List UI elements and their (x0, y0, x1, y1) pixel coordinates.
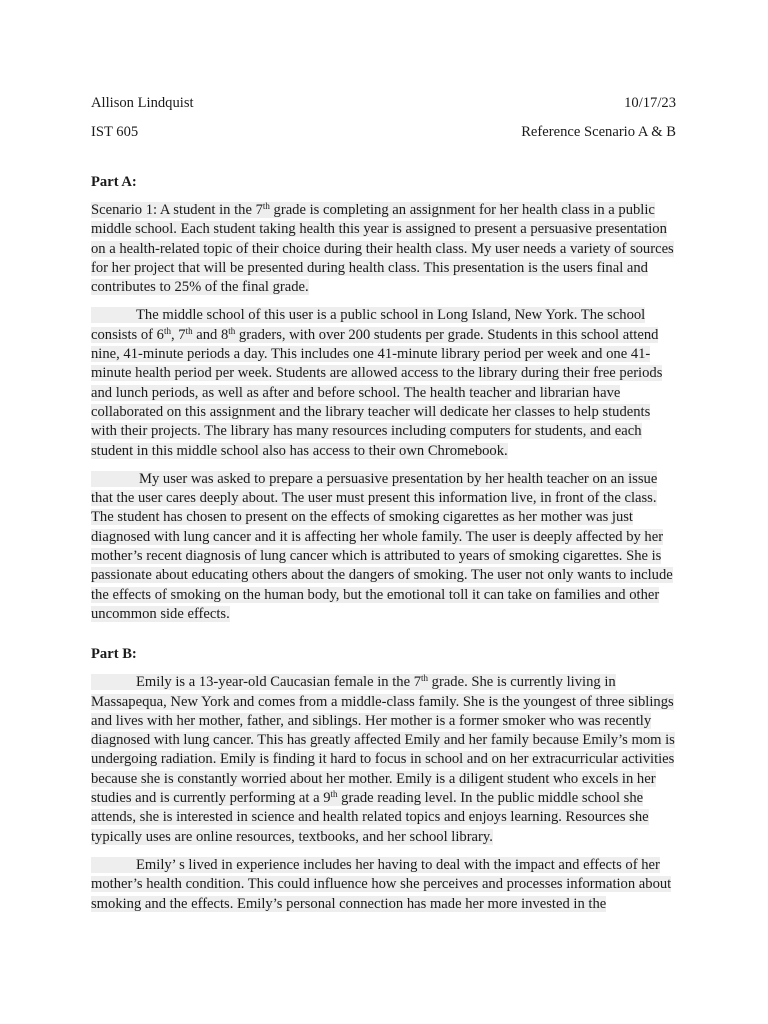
text-run: , 7 (170, 326, 186, 343)
text-run: Emily’ s lived in experience includes her having to deal with the impact and effects of her mother’s health condition. This could influence how she perceives and processes information about smoking and the effects. Emily’s personal connection has made her more invested in the (91, 856, 672, 912)
course-code: IST 605 (91, 124, 139, 140)
highlight (91, 471, 673, 622)
document-title: Reference Scenario A & B (521, 124, 676, 140)
part-a-paragraph-2 (91, 306, 676, 460)
text-run: grade reading level. In the public middle school she attends, she is interested in science and health related topics and enjoys learning. Resources she typically uses are online resources, textbooks, and her school library. (91, 790, 649, 845)
text-run: Emily is a 13-year-old Caucasian female in the 7 (136, 674, 421, 691)
header-row-2 (91, 123, 676, 142)
highlight (91, 857, 671, 912)
header-row-1 (91, 94, 676, 113)
superscript: th (185, 325, 193, 336)
text-run: Scenario 1: A student in the 7 (91, 202, 263, 218)
text-run: My user was asked to prepare a persuasive presentation by her health teacher on an issue that the user cares deeply about. The user must present this information live, in front of the class. The student has chosen to present on the effects of smoking cigarettes as her mother was just diagnosed with lung cancer and it is affecting her whole family. The user is deeply affected by her mother’s recent diagnosis of lung cancer which is attributed to years of smoking cigarettes. She is passionate about educating others about the dangers of smoking. The user not only wants to include the effects of smoking on the human body, but the emotional toll it can take on families and other uncommon side effects. (91, 470, 673, 622)
part-a-paragraph-3 (91, 470, 676, 624)
part-b-paragraph-2 (91, 856, 676, 914)
superscript: th (421, 673, 429, 684)
superscript: th (330, 789, 338, 800)
superscript: th (228, 325, 236, 336)
part-a-heading: Part A: (91, 174, 137, 190)
highlight (91, 307, 662, 458)
highlight (91, 202, 674, 295)
text-run: graders, with over 200 students per grade. Students in this school attend nine, 41-minute periods a day. This includes one 41-minute library period per week and one 41-minute health period per week. Students are allowed access to the library during their free periods and lunch periods, as well as after and before school. The health teacher and librarian have collaborated on this assignment and the library teacher will dedicate her classes to help students with their projects. The library has many resources including computers for students, and each student in this middle school also has access to their own Chromebook. (91, 326, 663, 459)
author-name: Allison Lindquist (91, 95, 194, 111)
text-run: grade is completing an assignment for her health class in a public middle school. Each student taking health this year is assigned to present a persuasive presentation on a health-related topic of their choice during their health class. My user needs a variety of sources for her project that will be presented during health class. This presentation is the users final and contributes to 25% of the final grade. (91, 202, 674, 296)
superscript: th (163, 325, 171, 336)
text-run: The middle school of this user is a public school in Long Island, New York. The school consists of 6 (91, 307, 646, 343)
superscript: th (262, 201, 270, 211)
document-date: 10/17/23 (624, 95, 676, 111)
text-run: grade. She is currently living in Massapequa, New York and comes from a middle-class family. She is the youngest of three siblings and lives with her mother, father, and siblings. Her mother is a former smoker who was recently diagnosed with lung cancer. This has greatly affected Emily and her family because Emily’s mom is undergoing radiation. Emily is finding it hard to focus in school and on her extracurricular activities because she is constantly worried about her mother. Emily is a diligent student who excels in her studies and is currently performing at a 9 (91, 674, 675, 807)
part-b-paragraph-1 (91, 673, 676, 847)
text-run: and 8 (192, 326, 229, 343)
part-a-paragraph-1 (91, 201, 676, 297)
part-b-heading: Part B: (91, 646, 137, 663)
highlight (91, 674, 675, 844)
